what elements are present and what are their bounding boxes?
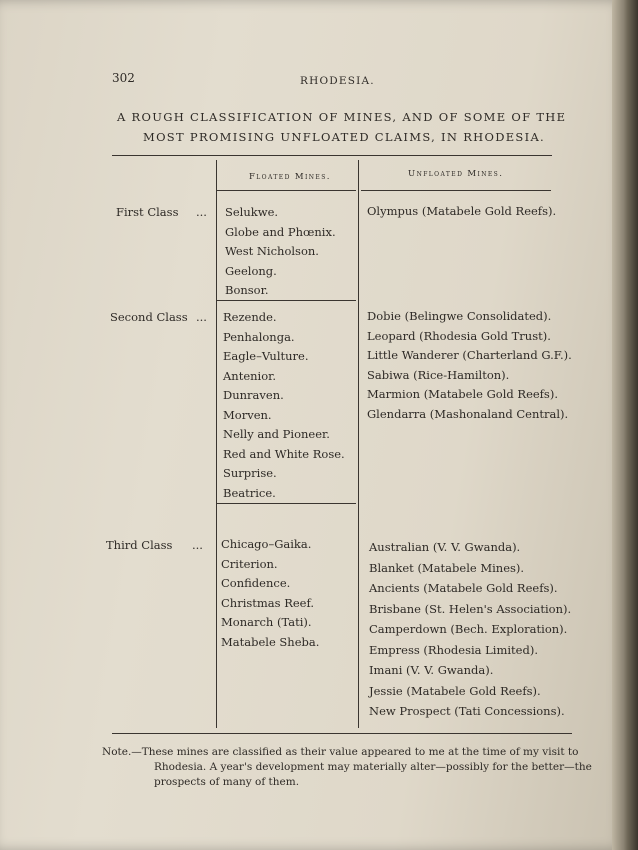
list-item: Nelly and Pioneer. bbox=[223, 427, 330, 441]
list-item: Marmion (Matabele Gold Reefs). bbox=[367, 387, 558, 401]
list-item: Surprise. bbox=[223, 466, 277, 480]
list-item: Selukwe. bbox=[225, 205, 279, 219]
list-item: West Nicholson. bbox=[225, 244, 319, 258]
class-label-second bbox=[110, 310, 207, 324]
list-item: Globe and Phœnix. bbox=[225, 224, 336, 239]
list-item: Chicago–Gaika. bbox=[221, 537, 312, 551]
list-item: Criterion. bbox=[221, 556, 278, 571]
floated-list-first bbox=[225, 203, 336, 301]
class-label-text: Third Class bbox=[106, 538, 173, 552]
column-divider-left bbox=[216, 160, 217, 728]
list-item: Blanket (Matabele Mines). bbox=[369, 560, 525, 575]
list-item: Empress (Rhodesia Limited). bbox=[369, 642, 538, 657]
list-item: Red and White Rose. bbox=[223, 446, 345, 461]
list-item: Jessie (Matabele Gold Reefs). bbox=[369, 683, 541, 698]
header-rule-floated bbox=[216, 190, 356, 191]
column-header-floated: Floated Mines. bbox=[249, 172, 331, 182]
class-label-text: First Class bbox=[116, 205, 179, 219]
floated-list-third bbox=[221, 535, 319, 652]
list-item: Matabele Sheba. bbox=[221, 634, 320, 649]
list-item: Brisbane (St. Helen's Association). bbox=[369, 601, 572, 616]
top-rule bbox=[112, 155, 552, 156]
table-title-line-1: A ROUGH CLASSIFICATION OF MINES, AND OF SOME OF THE bbox=[117, 110, 567, 124]
unfloated-list-first bbox=[367, 202, 556, 222]
list-item: Bonsor. bbox=[225, 283, 269, 297]
list-item: Christmas Reef. bbox=[221, 595, 314, 610]
unfloated-list-third bbox=[369, 537, 571, 722]
list-item: Dobie (Belingwe Consolidated). bbox=[367, 309, 552, 323]
footnote-line-3: prospects of many of them. bbox=[154, 776, 300, 788]
list-item: Leopard (Rhodesia Gold Trust). bbox=[367, 328, 551, 343]
list-item: Morven. bbox=[223, 407, 272, 422]
list-item: Australian (V. V. Gwanda). bbox=[369, 540, 521, 554]
unfloated-list-second bbox=[367, 307, 572, 424]
list-item: Eagle–Vulture. bbox=[223, 349, 309, 363]
list-item: Dunraven. bbox=[223, 388, 284, 402]
leader-dots: ... bbox=[192, 538, 203, 552]
list-item: Confidence. bbox=[221, 576, 291, 590]
class-label-third bbox=[106, 538, 203, 552]
class-label-first bbox=[116, 205, 207, 219]
list-item: Glendarra (Mashonaland Central). bbox=[367, 406, 569, 421]
floated-list-second bbox=[223, 308, 345, 503]
page-number: 302 bbox=[112, 71, 135, 85]
column-divider-middle bbox=[358, 160, 359, 728]
bottom-rule bbox=[112, 733, 572, 734]
list-item: New Prospect (Tati Concessions). bbox=[369, 704, 565, 718]
header-rule-unfloated bbox=[361, 190, 551, 191]
list-item: Little Wanderer (Charterland G.F.). bbox=[367, 348, 572, 362]
list-item: Camperdown (Bech. Exploration). bbox=[369, 622, 568, 636]
list-item: Rezende. bbox=[223, 310, 277, 324]
leader-dots: ... bbox=[196, 310, 207, 324]
list-item: Geelong. bbox=[225, 263, 277, 278]
book-spine-edge bbox=[612, 0, 638, 850]
leader-dots: ... bbox=[196, 205, 207, 219]
list-item: Beatrice. bbox=[223, 485, 276, 500]
list-item: Ancients (Matabele Gold Reefs). bbox=[369, 581, 558, 595]
list-item: Imani (V. V. Gwanda). bbox=[369, 663, 494, 677]
footnote-line-2: Rhodesia. A year's development may materially alter—possibly for the better—the bbox=[154, 761, 592, 773]
class-label-text: Second Class bbox=[110, 310, 188, 324]
column-header-unfloated: Unfloated Mines. bbox=[408, 169, 504, 179]
list-item: Olympus (Matabele Gold Reefs). bbox=[367, 204, 557, 218]
footnote-line-1: Note.—These mines are classified as their value appeared to me at the time of my visit to bbox=[102, 746, 579, 758]
list-item: Penhalonga. bbox=[223, 329, 295, 344]
list-item: Monarch (Tati). bbox=[221, 615, 312, 629]
list-item: Sabiwa (Rice-Hamilton). bbox=[367, 367, 510, 382]
list-item: Antenior. bbox=[223, 368, 277, 383]
running-head: RHODESIA. bbox=[300, 75, 375, 87]
table-title-line-2: MOST PROMISING UNFLOATED CLAIMS, IN RHODESIA. bbox=[143, 130, 546, 144]
second-class-rule bbox=[216, 503, 356, 504]
